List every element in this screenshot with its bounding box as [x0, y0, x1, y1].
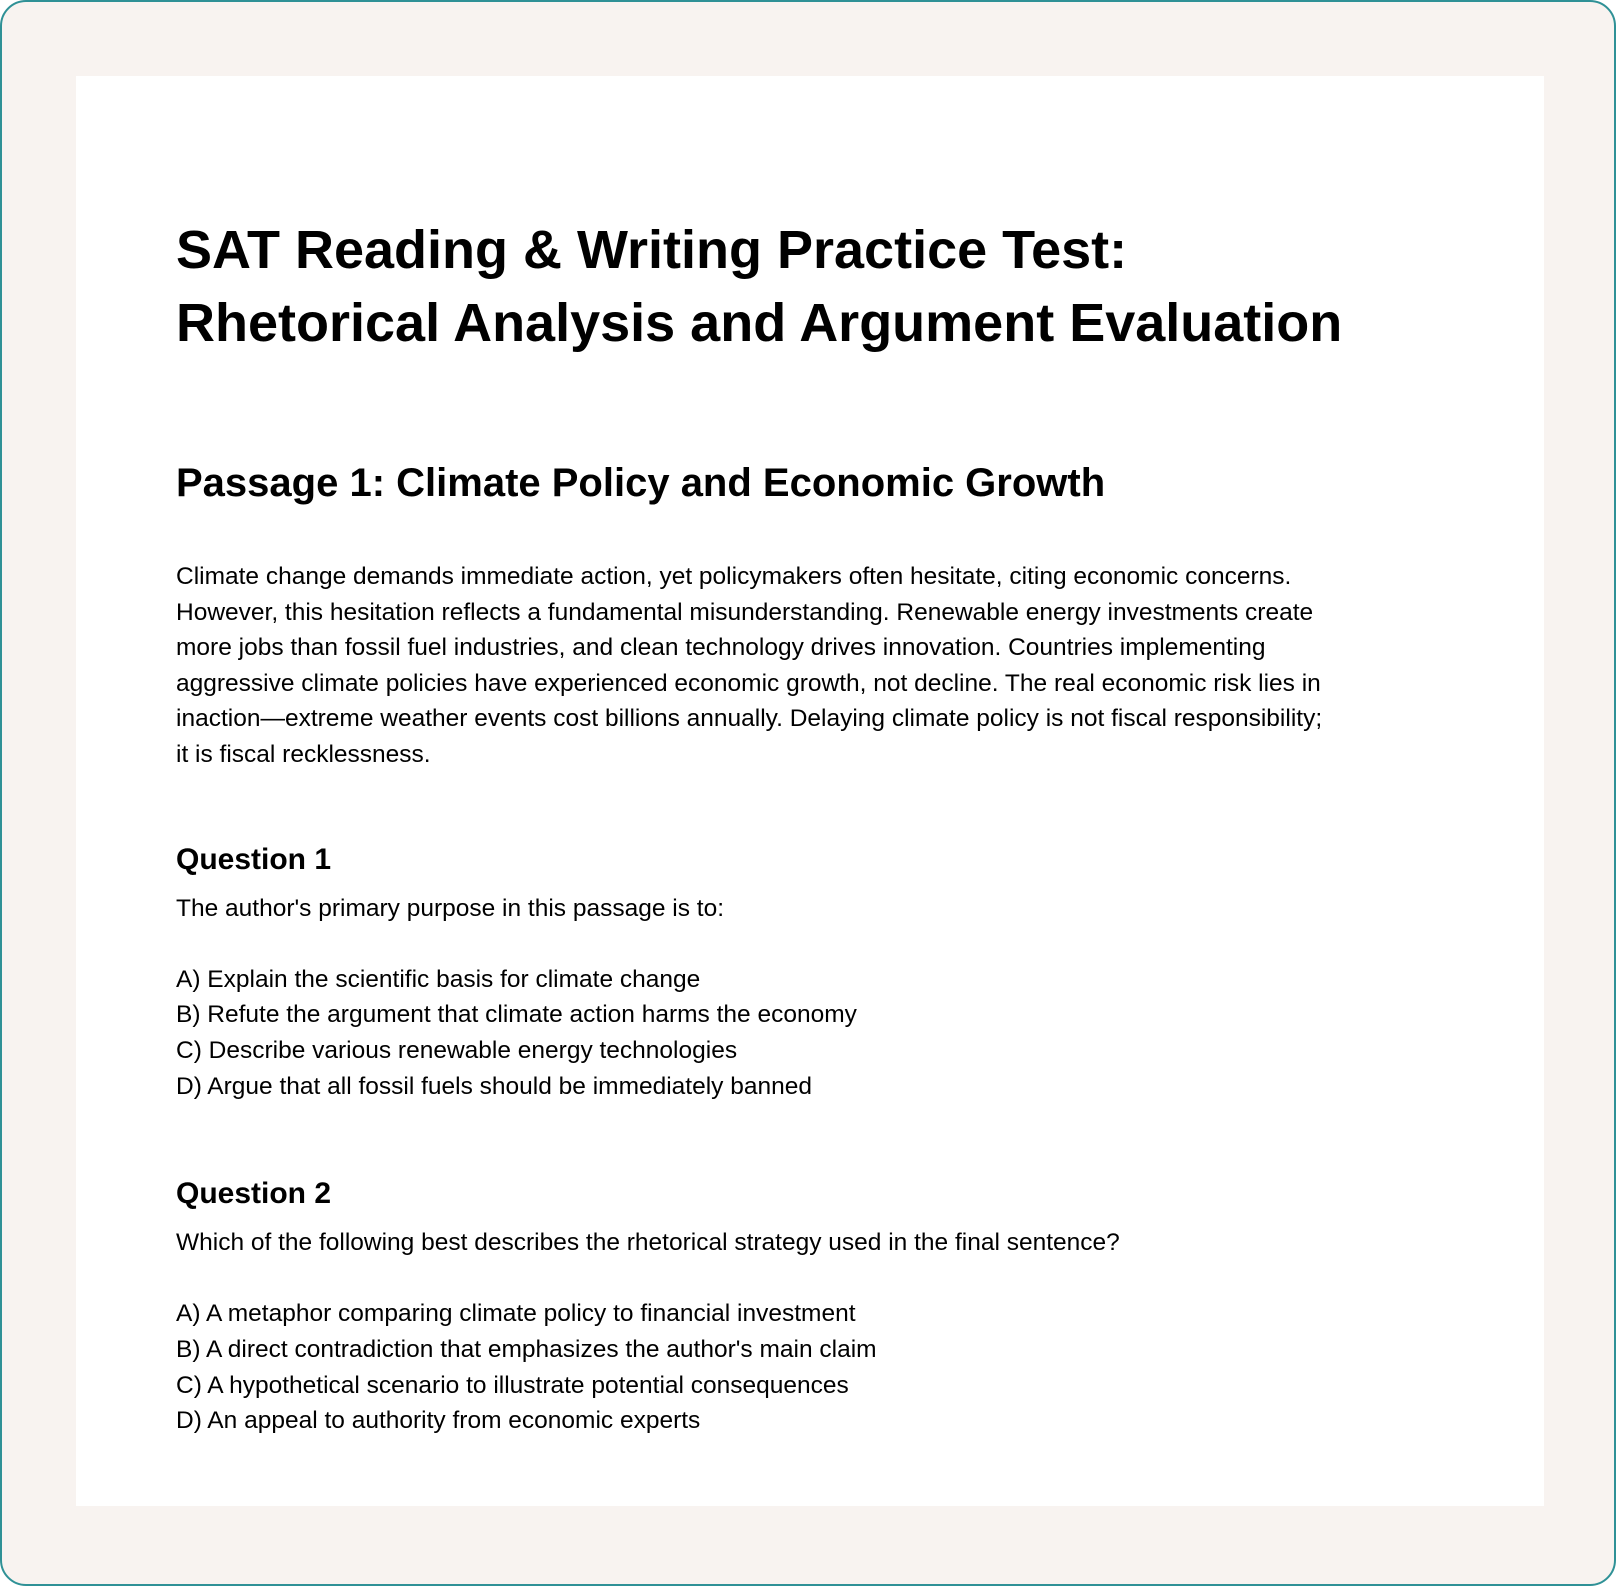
answer-option-b: B) Refute the argument that climate action harms the economy	[176, 1001, 857, 1029]
answer-option-b: B) A direct contradiction that emphasizes the author's main claim	[176, 1335, 877, 1363]
document-title-line-1: SAT Reading & Writing Practice Test:	[176, 220, 1128, 280]
answer-options	[176, 1296, 1444, 1438]
passage-line: inaction—extreme weather events cost billions annually. Delaying climate policy is not fiscal responsibility;	[176, 705, 1323, 733]
passage-line: Climate change demands immediate action, yet policymakers often hesitate, citing economic concerns.	[176, 563, 1292, 590]
passage-body	[176, 559, 1466, 773]
passage-line: However, this hesitation reflects a fundamental misunderstanding. Renewable energy investments create	[176, 598, 1314, 626]
answer-option-c: C) A hypothetical scenario to illustrate potential consequences	[176, 1371, 849, 1399]
passage-line: it is fiscal recklessness.	[176, 740, 431, 768]
document-title	[176, 214, 1444, 360]
answer-option-d: D) Argue that all fossil fuels should be immediately banned	[176, 1072, 812, 1100]
document-page	[76, 76, 1544, 1506]
answer-options	[176, 962, 1444, 1104]
question-2	[176, 1174, 1444, 1439]
question-stem: The author's primary purpose in this passage is to:	[176, 894, 725, 922]
answer-option-c: C) Describe various renewable energy technologies	[176, 1036, 738, 1064]
passage-title: Passage 1: Climate Policy and Economic Growth	[176, 461, 1106, 505]
document-title-line-2: Rhetorical Analysis and Argument Evaluation	[176, 293, 1343, 353]
answer-option-a: A) Explain the scientific basis for climate change	[176, 965, 701, 993]
question-1	[176, 840, 1444, 1105]
question-stem: Which of the following best describes the rhetorical strategy used in the final sentence?	[176, 1229, 1120, 1257]
question-heading: Question 2	[176, 1177, 332, 1211]
passage-line: more jobs than fossil fuel industries, and clean technology drives innovation. Countries implementing	[176, 634, 1266, 662]
answer-option-d: D) An appeal to authority from economic experts	[176, 1407, 701, 1435]
answer-option-a: A) A metaphor comparing climate policy to financial investment	[176, 1300, 856, 1328]
passage-line: aggressive climate policies have experienced economic growth, not decline. The real economic risk lies in	[176, 669, 1321, 697]
question-heading: Question 1	[176, 842, 332, 876]
